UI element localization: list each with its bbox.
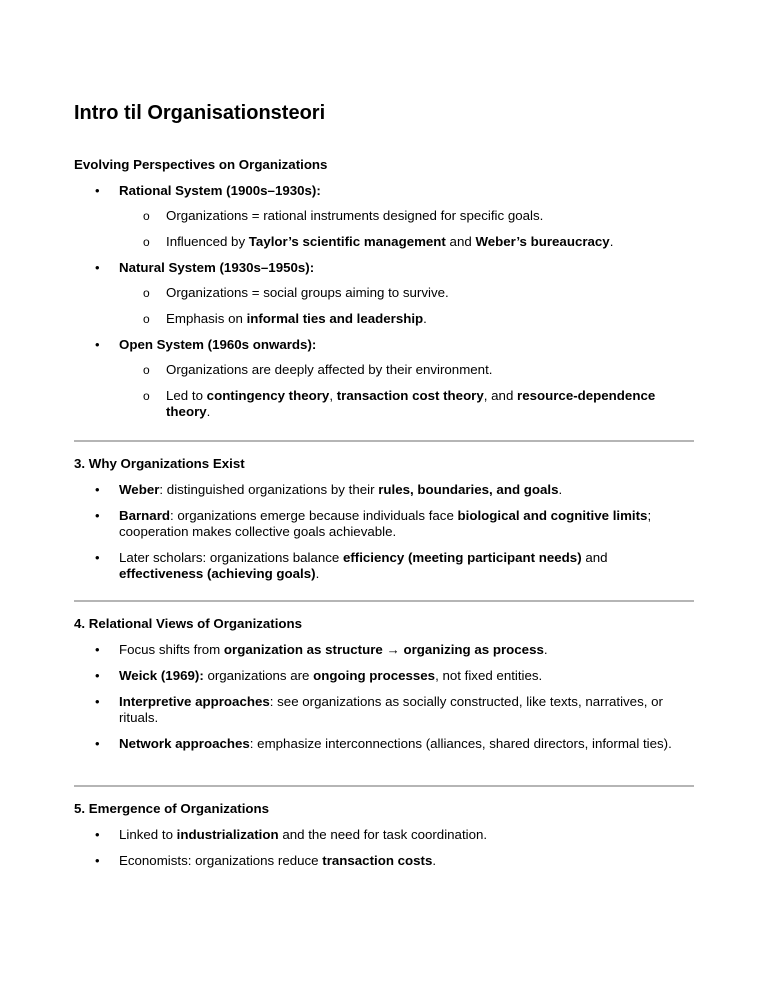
text-run: and the need for task coordination. (278, 827, 488, 842)
list-item-text (119, 337, 694, 353)
text-run: . (609, 234, 614, 249)
bold-text: Network approaches (119, 736, 250, 751)
sub-bullet-icon: o (143, 312, 150, 326)
sub-bullet-icon: o (143, 235, 150, 249)
bullet-icon: • (95, 260, 100, 275)
sub-list-item-text (166, 362, 694, 378)
text-run: and (445, 234, 476, 249)
section-heading: 5. Emergence of Organizations (74, 801, 270, 816)
bold-text: ongoing processes (313, 668, 436, 683)
bold-text: Taylor’s scientific management (248, 234, 446, 249)
bold-text: Interpretive approaches (119, 694, 270, 709)
sub-list-item (119, 311, 694, 327)
list-item (74, 827, 694, 843)
list-item (74, 337, 694, 420)
list-item (74, 668, 694, 684)
list-item-text (119, 853, 694, 869)
page-title: Intro til Organisationsteori (74, 102, 326, 124)
text-run: . (543, 642, 548, 657)
bold-text: effectiveness (achieving goals) (119, 566, 316, 581)
bold-text: Natural System (1930s–1950s): (119, 260, 315, 275)
sub-bullet-icon: o (143, 209, 150, 223)
text-run: Organizations = social groups aiming to survive. (166, 285, 449, 300)
bullet-icon: • (95, 853, 100, 868)
list-item-text (119, 642, 694, 658)
bold-text: Weber’s bureaucracy (475, 234, 610, 249)
bullet-list (74, 183, 694, 420)
sub-list-item (119, 285, 694, 301)
text-run: , not fixed entities. (435, 668, 543, 683)
list-item-text (119, 694, 694, 726)
bullet-list (74, 827, 694, 869)
text-run: : organizations emerge because individuals face (170, 508, 458, 523)
section-heading: 4. Relational Views of Organizations (74, 616, 303, 631)
list-item (74, 183, 694, 250)
bold-text: Weick (1969): (119, 668, 204, 683)
sub-list-item (119, 208, 694, 224)
list-item (74, 736, 694, 752)
bullet-list (74, 482, 694, 582)
text-run: . (315, 566, 320, 581)
sub-bullet-icon: o (143, 286, 150, 300)
sub-list-item (119, 234, 694, 250)
text-run: and (581, 550, 608, 565)
list-item (74, 694, 694, 726)
bullet-icon: • (95, 482, 100, 497)
bullet-icon: • (95, 337, 100, 352)
text-run: Focus shifts from (119, 642, 224, 657)
sub-bullet-list (119, 208, 694, 250)
sub-bullet-icon: o (143, 363, 150, 377)
sub-list-item-text (166, 208, 694, 224)
list-item-text (119, 508, 694, 540)
section-evolving-perspectives (74, 157, 694, 420)
section-divider (74, 785, 694, 787)
text-run: . (423, 311, 427, 326)
bold-text: Open System (1960s onwards): (119, 337, 317, 352)
sub-list-item-text (166, 311, 694, 327)
text-run: . (432, 853, 437, 868)
text-run: Led to (166, 388, 207, 403)
bold-text: rules, boundaries, and goals (378, 482, 559, 497)
list-item (74, 550, 694, 582)
bold-text: organization as structure → organizing as process (223, 642, 544, 657)
bold-text: Rational System (1900s–1930s): (119, 183, 321, 198)
bullet-icon: • (95, 668, 100, 683)
text-run: ; cooperation makes collective goals achievable. (119, 508, 652, 539)
text-run: Influenced by (166, 234, 249, 249)
bullet-icon: • (95, 642, 100, 657)
text-run: . (558, 482, 563, 497)
list-item (74, 642, 694, 658)
text-run: : see organizations as socially constructed, like texts, narratives, or rituals. (119, 694, 663, 725)
text-run: . (206, 404, 211, 419)
list-item (74, 260, 694, 327)
section-relational-views (74, 616, 694, 752)
list-item (74, 482, 694, 498)
bold-text: Barnard (119, 508, 170, 523)
bold-text: efficiency (meeting participant needs) (342, 550, 582, 565)
sub-list-item-text (166, 234, 694, 250)
section-divider (74, 440, 694, 442)
section-why-organizations-exist (74, 456, 694, 582)
bullet-icon: • (95, 508, 100, 523)
text-run: Organizations = rational instruments designed for specific goals. (166, 208, 544, 223)
text-run: , (329, 388, 337, 403)
list-item (74, 853, 694, 869)
list-item-text (119, 827, 694, 843)
text-run: Later scholars: organizations balance (119, 550, 343, 565)
bullet-icon: • (95, 827, 100, 842)
sub-bullet-icon: o (143, 389, 150, 403)
list-item (74, 508, 694, 540)
text-run: Economists: organizations reduce (119, 853, 323, 868)
list-item-text (119, 482, 694, 498)
bold-text: biological and cognitive limits (457, 508, 648, 523)
sub-list-item (119, 388, 694, 420)
bullet-icon: • (95, 183, 100, 198)
sub-bullet-list (119, 285, 694, 327)
bold-text: industrialization (176, 827, 279, 842)
list-item-text (119, 736, 694, 752)
bold-text: transaction costs (322, 853, 433, 868)
section-emergence-of-organizations (74, 801, 694, 869)
section-heading: 3. Why Organizations Exist (74, 456, 245, 471)
sub-list-item-text (166, 388, 694, 420)
bold-text: informal ties and leadership (246, 311, 424, 326)
sub-bullet-list (119, 362, 694, 420)
text-run: Emphasis on (166, 311, 247, 326)
bullet-list (74, 642, 694, 752)
text-run: organizations are (203, 668, 314, 683)
text-run: Organizations are deeply affected by their environment. (166, 362, 493, 377)
bold-text: resource-dependence theory (166, 388, 656, 419)
sub-list-item-text (166, 285, 694, 301)
bold-text: contingency theory (206, 388, 330, 403)
list-item-text (119, 260, 694, 276)
text-run: : distinguished organizations by their (159, 482, 379, 497)
bullet-icon: • (95, 694, 100, 709)
list-item-text (119, 550, 694, 582)
sub-list-item (119, 362, 694, 378)
text-run: Linked to (119, 827, 177, 842)
bullet-icon: • (95, 550, 100, 565)
list-item-text (119, 668, 694, 684)
section-heading: Evolving Perspectives on Organizations (74, 157, 328, 172)
text-run: , and (483, 388, 518, 403)
section-divider (74, 600, 694, 602)
bold-text: Weber (119, 482, 160, 497)
list-item-text (119, 183, 694, 199)
text-run: : emphasize interconnections (alliances, shared directors, informal ties). (249, 736, 672, 751)
bold-text: transaction cost theory (336, 388, 484, 403)
bullet-icon: • (95, 736, 100, 751)
